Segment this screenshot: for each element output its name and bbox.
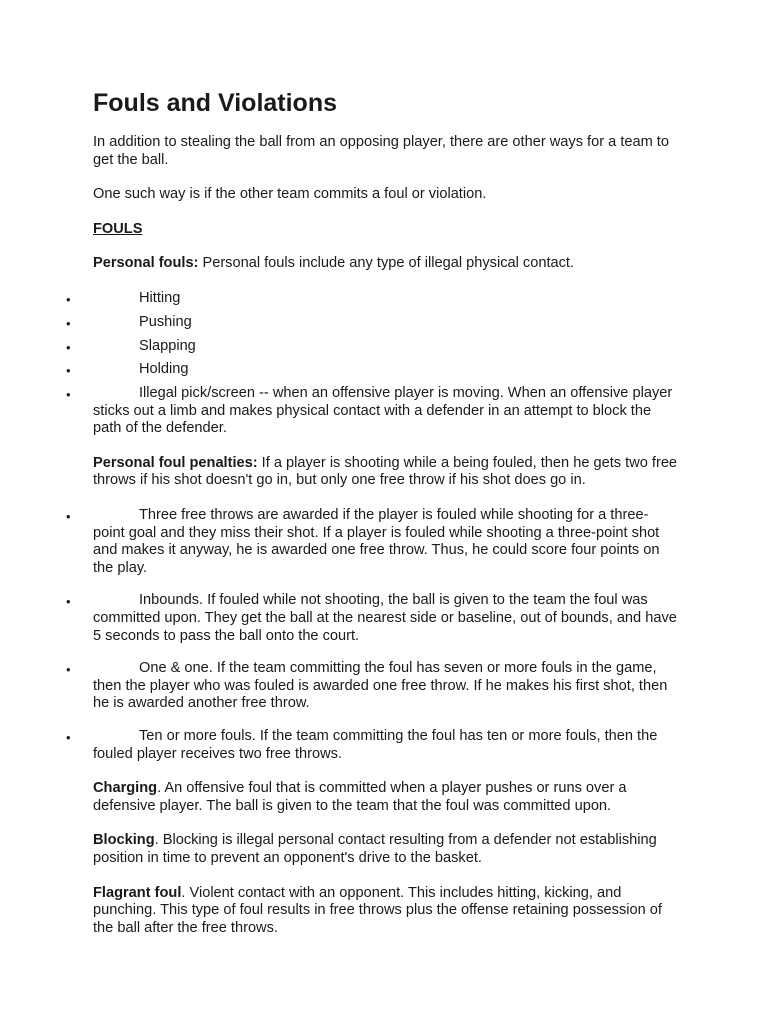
- fouls-heading-text: FOULS: [93, 220, 143, 237]
- list-item: • Hitting: [93, 290, 678, 308]
- blocking-paragraph: [93, 832, 678, 867]
- personal-fouls-paragraph: [93, 255, 678, 273]
- document-page: [93, 86, 678, 954]
- penalties-paragraph: [93, 455, 678, 490]
- personal-fouls-list: [93, 290, 678, 438]
- list-item: • Inbounds. If fouled while not shooting, the ball is given to the team the foul was committed upon. They get the ball at the nearest side or baseline, out of bounds, and have 5 seconds to pass the ball onto the court.: [93, 592, 678, 645]
- list-item: • Illegal pick/screen -- when an offensive player is moving. When an offensive player sticks out a limb and makes physical contact with a defender in an attempt to block the path of the defender.: [93, 385, 678, 438]
- list-item: • Three free throws are awarded if the player is fouled while shooting for a three-point goal and they miss their shot. If a player is fouled while shooting a three-point shot and makes it anyway, he is awarded one free throw. Thus, he could score four points on the play.: [93, 507, 678, 577]
- charging-paragraph: [93, 780, 678, 815]
- flagrant-paragraph: [93, 885, 678, 938]
- flagrant-text: . Violent contact with an opponent. This includes hitting, kicking, and punching. This type of foul results in free throws plus the offense retaining possession of the ball after the free throws.: [93, 884, 662, 936]
- penalties-text: If a player is shooting while a being fouled, then he gets two free throws if his shot doesn't go in, but only one free throw if his shot does go in.: [93, 454, 678, 489]
- charging-text: . An offensive foul that is committed when a player pushes or runs over a defensive player. The ball is given to the team that the foul was committed upon.: [93, 780, 627, 814]
- list-item: • Ten or more fouls. If the team committing the foul has ten or more fouls, then the fouled player receives two free throws.: [93, 728, 678, 763]
- personal-fouls-text: Personal fouls include any type of illegal physical contact.: [198, 255, 575, 272]
- fouls-heading: [93, 221, 678, 239]
- list-item: • Holding: [93, 361, 678, 379]
- penalties-list: [93, 507, 678, 763]
- list-item: • One & one. If the team committing the foul has seven or more fouls in the game, then the player who was fouled is awarded one free throw. If he makes his first shot, then he is awarded another free throw.: [93, 660, 678, 713]
- page-title: Fouls and Violations: [93, 89, 338, 117]
- intro-paragraph-1: In addition to stealing the ball from an opposing player, there are other ways for a team to get the ball.: [93, 134, 669, 168]
- blocking-text: . Blocking is illegal personal contact resulting from a defender not establishing position in time to prevent an opponent's drive to the basket.: [93, 832, 657, 866]
- penalties-label: Personal foul penalties:: [93, 454, 258, 471]
- flagrant-label: Flagrant foul: [93, 884, 182, 901]
- list-item: • Pushing: [93, 314, 678, 332]
- list-item: • Slapping: [93, 338, 678, 356]
- personal-fouls-label: Personal fouls:: [93, 255, 199, 272]
- charging-label: Charging: [93, 780, 158, 797]
- blocking-label: Blocking: [93, 832, 155, 849]
- intro-paragraph-2: One such way is if the other team commits a foul or violation.: [93, 186, 487, 203]
